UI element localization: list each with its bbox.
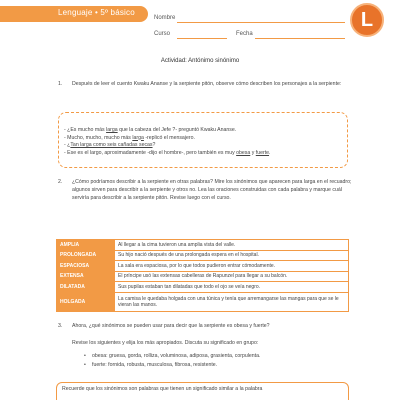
list-item: • fuerte: fornida, robusta, musculosa, fibrosa, resistente.	[84, 361, 260, 370]
table-row	[57, 292, 349, 311]
course-line[interactable]	[177, 38, 227, 39]
course-field	[154, 31, 173, 37]
dialog-line: - ¿Tan larga como seis cañadas secas?	[64, 142, 156, 148]
synonym-bullets	[84, 352, 260, 370]
date-label: Fecha	[236, 31, 253, 37]
subject-label: Lenguaje • 5º básico	[58, 8, 135, 17]
list-item: • obesa: gruesa, gorda, rolliza, voluminosa, adiposa, grasienta, corpulenta.	[84, 352, 260, 361]
activity-title: Actividad: Antónimo sinónimo	[160, 58, 240, 64]
name-label: Nombre	[154, 15, 176, 21]
synonyms-table	[56, 239, 349, 312]
question-number: 1.	[58, 81, 63, 87]
table-row	[57, 282, 349, 293]
worksheet-header	[0, 0, 400, 36]
synonym-word: EXTENSA	[57, 271, 115, 282]
synonym-word: AMPLIA	[57, 240, 115, 251]
date-line[interactable]	[255, 38, 345, 39]
course-label: Curso	[154, 31, 171, 37]
question-number: 3.	[58, 323, 63, 329]
synonym-word: HOLGADA	[57, 292, 115, 311]
subject-badge: L	[350, 3, 384, 37]
synonym-sentence[interactable]: Su hijo nació después de una prolongada espera en el hospital.	[115, 250, 349, 261]
table-row	[57, 240, 349, 251]
dialog-line: - ¿Es mucho más larga que la cabeza del Jefe ?- preguntó Kwaku Ananse.	[64, 127, 237, 133]
synonym-sentence[interactable]: Al llegar a la cima tuvieron una amplia vista del valle.	[115, 240, 349, 251]
dialog-line: - Mucho, mucho, mucho más larga -replicó el mensajero.	[64, 134, 195, 141]
synonym-word: PROLONGADA	[57, 250, 115, 261]
synonym-sentence[interactable]: La sala era espaciosa, por lo que todos pudieron entrar cómodamente.	[115, 261, 349, 272]
table-row	[57, 250, 349, 261]
question-text: Ahora, ¿qué sinónimos se pueden usar para decir que la serpiente es obesa y fuerte?	[72, 323, 270, 329]
name-line[interactable]	[177, 22, 345, 23]
question-text: ¿Cómo podríamos describir a la serpiente en otras palabras? Mire los sinónimos que aparecen para larga en el recuadro; algunos sirven para describir a la serpiente y otros no. Lea las oraciones construidas con cada palabra y marque cuál serviría para describir a la serpiente pitón. Revise luego con el curso.	[72, 179, 352, 201]
synonym-sentence[interactable]: Sus pupilas estaban tan dilatadas que todo el ojo se veía negro.	[115, 282, 349, 293]
dialog-lines	[64, 127, 344, 157]
table-row	[57, 271, 349, 282]
synonym-sentence[interactable]: El príncipe usó las extensas cabelleras de Rapunzel para llegar a su balcón.	[115, 271, 349, 282]
synonym-sentence[interactable]: La camisa le quedaba holgada con una túnica y tenía que arremangarse las mangas para que se le vieran las manos.	[115, 292, 349, 311]
synonym-word: DILATADA	[57, 282, 115, 293]
question-number: 2.	[58, 179, 63, 185]
dialog-line: - Ese es el largo, aproximadamente -dijo el hombre-, pero también es muy obesa y fuerte.	[64, 149, 271, 156]
synonym-word: ESPACIOSA	[57, 261, 115, 272]
question-text: Después de leer el cuento Kwaku Ananse y la serpiente pitón, observe cómo describen los personajes a la serpiente:	[72, 81, 342, 87]
remember-text: Recuerde que los sinónimos son palabras que tienen un significado similar a la palabra	[62, 386, 263, 392]
table-row	[57, 261, 349, 272]
name-field	[154, 15, 178, 21]
question-3-instructions: Revise los siguientes y elija los más apropiados. Discuta su significado en grupo:	[72, 340, 259, 346]
